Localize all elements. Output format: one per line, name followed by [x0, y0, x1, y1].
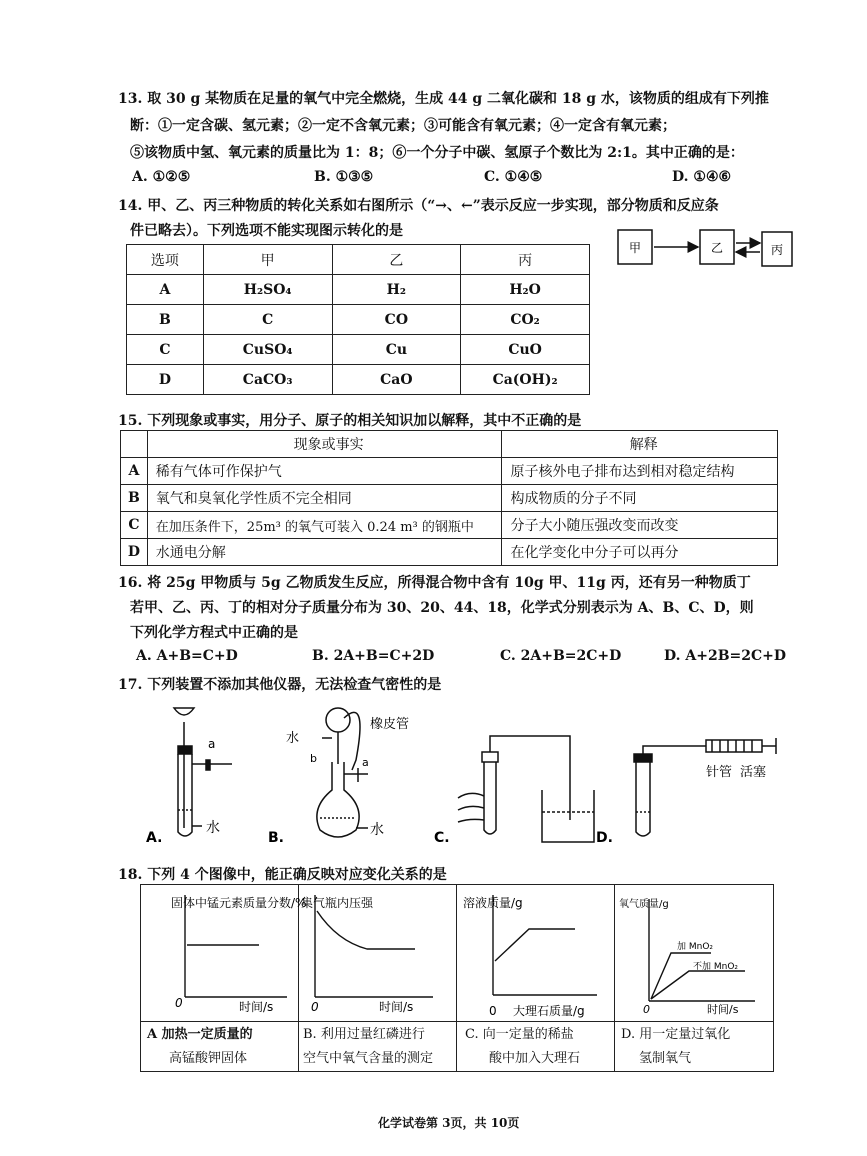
q14-cell: CaCO₃	[203, 365, 332, 395]
graph-c-caption-line2: 酸中加入大理石	[489, 1051, 581, 1066]
q15-cell: 水通电分解	[147, 539, 502, 566]
q15-line1: 15. 下列现象或事实，用分子、原子的相关知识加以解释，其中不正确的是	[118, 413, 582, 429]
q14-cell: Ca(OH)₂	[461, 365, 590, 395]
q16-line2: 若甲、乙、丙、丁的相对分子质量分布为 30、20、44、18，化学式分别表示为 A、B、C、D，则	[130, 600, 754, 616]
q14-cell: H₂O	[461, 275, 590, 305]
q17-line1: 17. 下列装置不添加其他仪器，无法检查气密性的是	[118, 677, 442, 693]
diagram-yi: 乙	[710, 241, 724, 255]
q16-line1: 16. 将 25g 甲物质与 5g 乙物质发生反应，所得混合物中含有 10g 甲、11g 丙，还有另一种物质丁	[118, 575, 751, 591]
graph-c-xlabel: 大理石质量/g	[513, 1004, 585, 1018]
q13-option-a: A. ①②⑤	[132, 169, 191, 185]
q13-line2: 断：①一定含碳、氢元素；②一定不含氧元素；③可能含有氧元素；④一定含有氧元素；	[130, 118, 676, 134]
q14-cell: CO₂	[461, 305, 590, 335]
q13-option-b: B. ①③⑤	[314, 169, 374, 185]
graph-c-ylabel: 溶液质量/g	[463, 896, 523, 910]
q16-option-d: D. A+2B=2C+D	[664, 648, 787, 664]
graph-d-ylabel: 氧气质量/g	[619, 899, 669, 910]
graph-a-caption-line2: 高锰酸钾固体	[169, 1051, 248, 1066]
q14-cell: CuO	[461, 335, 590, 365]
graph-a-origin: 0	[175, 996, 183, 1010]
graph-d-curve2: 不加 MnO₂	[693, 962, 739, 972]
q18-line1: 18. 下列 4 个图像中，能正确反映对应变化关系的是	[118, 867, 447, 883]
q17-option-b: B.	[268, 830, 284, 846]
graph-a-xlabel: 时间/s	[239, 1000, 274, 1014]
apparatus-b	[317, 708, 368, 837]
graph-d-xlabel: 时间/s	[707, 1003, 739, 1016]
q14-cell: CO	[332, 305, 461, 335]
graph-b-caption-line2: 空气中氧气含量的测定	[303, 1051, 434, 1066]
q14-cell: CaO	[332, 365, 461, 395]
q14-table	[126, 244, 590, 395]
label-water-a: 水	[206, 820, 220, 836]
q14-cell: C	[127, 335, 204, 365]
q13-option-c: C. ①④⑤	[484, 169, 543, 185]
apparatus-d	[634, 738, 776, 836]
q14-cell: Cu	[332, 335, 461, 365]
graph-b-ylabel: 集气瓶内压强	[301, 896, 374, 910]
graph-a-caption-line1: A 加热一定质量的	[147, 1027, 253, 1042]
q16-line3: 下列化学方程式中正确的是	[130, 625, 298, 641]
apparatus-c	[458, 736, 594, 842]
q14-line2: 件已略去）。下列选项不能实现图示转化的是	[130, 223, 403, 239]
q17-option-d: D.	[596, 830, 613, 846]
graph-a-caption	[147, 1023, 295, 1071]
apparatus-a	[174, 708, 232, 836]
q15-cell: 在加压条件下，25m³ 的氧气可装入 0.24 m³ 的钢瓶中	[147, 512, 502, 539]
q15-header-blank	[121, 431, 148, 458]
q15-cell: 稀有气体可作保护气	[147, 458, 502, 485]
q14-header-yi: 乙	[332, 245, 461, 275]
label-a: a	[208, 737, 216, 751]
graph-b-caption-line1: B. 利用过量红磷进行	[303, 1027, 425, 1042]
q14-cell: A	[127, 275, 204, 305]
q15-cell: A	[121, 458, 148, 485]
label-a2: a	[362, 756, 369, 769]
q14-cell: B	[127, 305, 204, 335]
q15-cell: 构成物质的分子不同	[502, 485, 778, 512]
q15-cell: C	[121, 512, 148, 539]
q15-cell: B	[121, 485, 148, 512]
graph-d-curve1: 加 MnO₂	[677, 942, 714, 952]
q16-option-a: A. A+B=C+D	[136, 648, 238, 664]
q16-option-c: C. 2A+B=2C+D	[500, 648, 622, 664]
q14-cell: CuSO₄	[203, 335, 332, 365]
q14-header-bing: 丙	[461, 245, 590, 275]
graph-c-origin: 0	[489, 1004, 497, 1018]
q14-cell: D	[127, 365, 204, 395]
diagram-jia: 甲	[628, 241, 642, 255]
q15-cell: 原子核外电子排布达到相对稳定结构	[502, 458, 778, 485]
page-footer: 化学试卷第 3页，共 10页	[378, 1116, 520, 1130]
q14-header-option: 选项	[127, 245, 204, 275]
q14-header-jia: 甲	[203, 245, 332, 275]
graph-d-caption-line2: 氢制氧气	[639, 1051, 692, 1066]
label-b: b	[310, 752, 317, 765]
q16-option-b: B. 2A+B=C+2D	[312, 648, 435, 664]
q18-graph-panel	[140, 884, 774, 1072]
diagram-bing: 丙	[770, 243, 784, 257]
q17-option-c: C.	[434, 830, 450, 846]
q17-option-a: A.	[146, 830, 163, 846]
label-needle: 针管	[706, 765, 733, 780]
q14-cell: H₂SO₄	[203, 275, 332, 305]
q14-cell: H₂	[332, 275, 461, 305]
q13-line1: 13. 取 30 g 某物质在足量的氧气中完全燃烧，生成 44 g 二氧化碳和 18 g 水，该物质的组成有下列推	[118, 91, 769, 107]
label-rubber-tube: 橡皮管	[370, 717, 410, 732]
graph-c-caption	[465, 1023, 611, 1071]
q15-cell: 分子大小随压强改变而改变	[502, 512, 778, 539]
graph-d-origin: 0	[643, 1003, 650, 1016]
q15-cell: D	[121, 539, 148, 566]
graph-b-xlabel: 时间/s	[379, 1000, 414, 1014]
q13-line3: ⑤该物质中氢、氧元素的质量比为 1：8；⑥一个分子中碳、氢原子个数比为 2:1。其中正确的是：	[130, 145, 744, 161]
q15-cell: 在化学变化中分子可以再分	[502, 539, 778, 566]
graph-d-caption-line1: D. 用一定量过氧化	[621, 1027, 731, 1042]
q15-table	[120, 430, 778, 566]
graph-b-caption	[303, 1023, 453, 1071]
q18-graphs	[141, 885, 773, 1021]
q14-line1: 14. 甲、乙、丙三种物质的转化关系如右图所示（“→、←”表示反应一步实现，部分物质和反应条	[118, 198, 719, 214]
graph-d-caption	[621, 1023, 771, 1071]
label-plunger: 活塞	[740, 765, 767, 780]
q17-apparatus-figure	[140, 700, 790, 850]
label-water-b: 水	[286, 731, 300, 746]
q15-header-explain: 解释	[502, 431, 778, 458]
label-water-b2: 水	[370, 822, 384, 838]
q13-option-d: D. ①④⑥	[672, 169, 732, 185]
graph-a-ylabel: 固体中锰元素质量分数/%	[171, 896, 307, 910]
q15-header-fact: 现象或事实	[147, 431, 502, 458]
q14-conversion-diagram	[612, 226, 798, 272]
graph-c-caption-line1: C. 向一定量的稀盐	[465, 1027, 574, 1042]
graph-b-origin: 0	[311, 1000, 319, 1014]
q15-cell: 氧气和臭氧化学性质不完全相同	[147, 485, 502, 512]
q14-cell: C	[203, 305, 332, 335]
